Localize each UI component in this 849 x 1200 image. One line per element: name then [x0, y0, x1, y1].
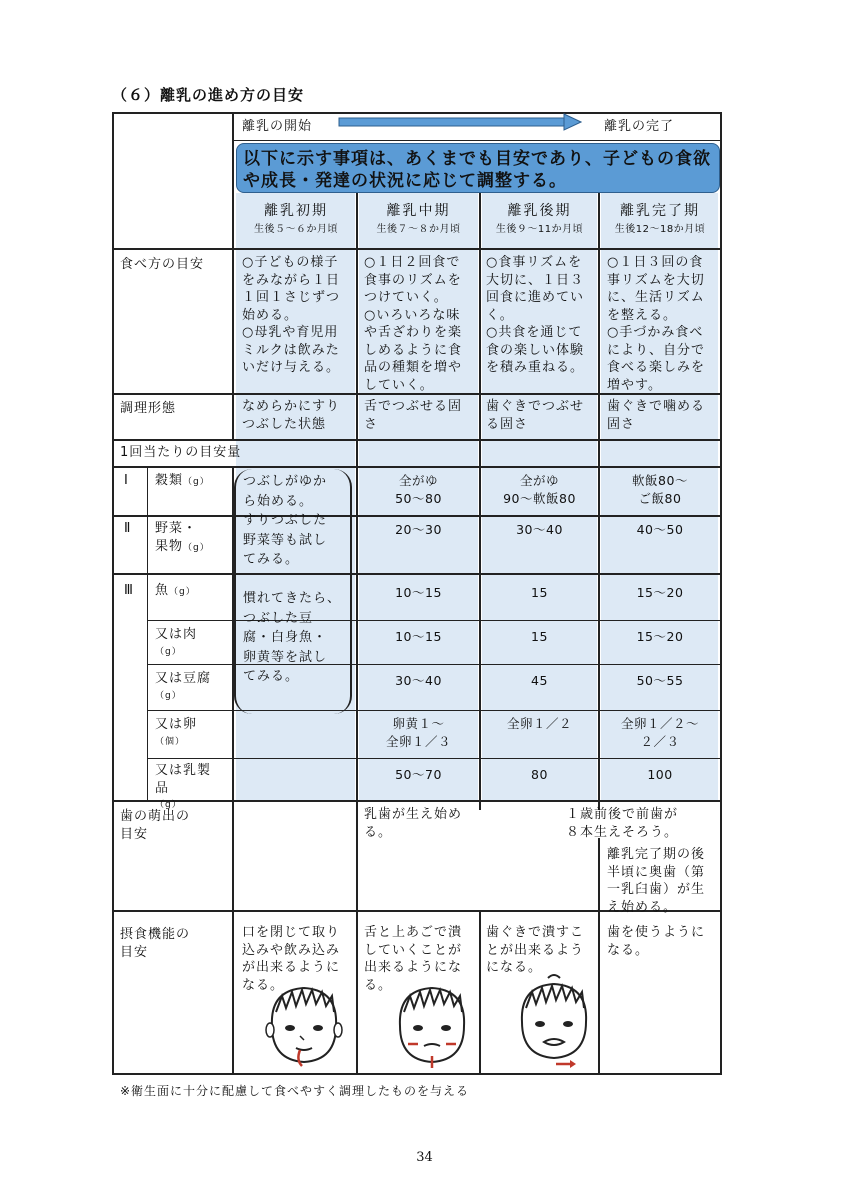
amount-cell: 50～55 [636, 673, 684, 688]
cooking-cell-complete: 歯ぐきで噛める 固さ [607, 399, 706, 432]
footnote: ※衛生面に十分に配慮して食べやすく調理したものを与える [120, 1084, 470, 1098]
amount-cell: 45 [531, 673, 548, 688]
food-name: 穀類 [155, 473, 184, 488]
teeth-cell-middle: 乳歯が生え始め る。 [364, 807, 463, 840]
chewing-cell-middle: 舌と上あごで潰 していくことが 出来るようにな る。 [364, 925, 463, 993]
stage-title: 離乳中期 [386, 203, 451, 219]
child-face-closed-mouth-icon [262, 978, 346, 1070]
amount-cell: 全がゆ 50～80 [395, 473, 442, 506]
food-unit: （g） [155, 690, 182, 701]
amount-cell: 30～40 [516, 522, 563, 537]
food-unit: （g） [183, 477, 210, 487]
stage-title: 離乳完了期 [620, 203, 700, 219]
eating-cell-late: ○食事リズムを 大切に、１日３ 回食に進めてい く。 ○共食を通じて 食の楽しい体験 を積み重ねる。 [486, 255, 585, 375]
cooking-cell-late: 歯ぐきでつぶせ る固さ [486, 399, 585, 432]
page-number: 34 [416, 1150, 433, 1165]
stage-age: 生後５～６か月頃 [254, 224, 338, 235]
chewing-label: 摂食機能の 目安 [120, 927, 191, 960]
teeth-cell-later: １歳前後で前歯が ８本生えそろう。 [566, 807, 679, 840]
eating-cell-middle: ○１日２回食で 食事のリズムを つけていく。 ○いろいろな味 や舌ざわりを楽 しめるように食 品の種類を増や していく。 [364, 255, 463, 393]
chewing-cell-complete: 歯を使うように なる。 [607, 925, 706, 958]
food-group-number: Ⅰ [124, 473, 129, 488]
amount-cell: 全がゆ 90～軟飯80 [503, 473, 576, 506]
stage-age: 生後12～18か月頃 [614, 224, 706, 235]
weaning-start-label: 離乳の開始 [242, 119, 313, 134]
food-label-grain [155, 472, 210, 492]
amount-cell: 100 [647, 767, 673, 782]
child-face-tongue-icon [390, 978, 474, 1070]
stage-header-complete [600, 200, 720, 235]
food-name: 又は卵 [155, 717, 198, 732]
amount-cell: 15 [531, 629, 548, 644]
amount-cell: 40～50 [636, 522, 684, 537]
amount-label: 1回当たりの目安量 [120, 445, 242, 460]
stage-title: 離乳後期 [507, 203, 572, 219]
page-heading: （６）離乳の進め方の目安 [112, 86, 305, 104]
amount-cell: 50～70 [395, 767, 442, 782]
food-unit: （g） [155, 646, 182, 657]
stage-age: 生後９～11か月頃 [495, 224, 584, 235]
food-label-dairy [155, 762, 211, 815]
food-label-vegetables [155, 520, 210, 557]
food-name: 又は乳製 品 [155, 763, 212, 796]
cooking-cell-early: なめらかにすり つぶした状態 [242, 399, 341, 432]
food-unit: （個） [155, 736, 186, 747]
food-label-tofu [155, 670, 211, 705]
eating-cell-complete: ○１日３回の食 事リズムを大切 に、生活リズム を整える。 ○手づかみ食べ により、自分で 食べる楽しみを 増やす。 [607, 255, 706, 393]
food-name: 又は肉 [155, 627, 198, 642]
amount-cell: 15～20 [636, 629, 684, 644]
early-note: つぶしがゆか ら始める。 すりつぶした 野菜等も試し てみる。 慣れてきたら、 つぶした豆 腐・白身魚・ 卵黄等を試し てみる。 [243, 474, 342, 684]
amount-cell: 30～40 [395, 673, 442, 688]
chewing-cell-early: 口を閉じて取り 込みや飲み込み が出来るように なる。 [242, 925, 341, 993]
eating-cell-early: ○子どもの様子 をみながら１日 １回１さじずつ 始める。 ○母乳や育児用 ミルクは飲みた いだけ与える。 [242, 255, 341, 375]
food-label-meat [155, 626, 197, 661]
amount-cell: 10～15 [395, 629, 442, 644]
food-name: 魚 [155, 583, 170, 598]
food-name: 野菜・ 果物 [155, 521, 198, 554]
amount-cell: 卵黄１～ 全卵１／３ [385, 716, 451, 749]
food-unit: （g） [183, 542, 210, 553]
guideline-banner: 以下に示す事項は、あくまでも目安であり、子どもの食欲や成長・発達の状況に応じて調整する。 [236, 143, 720, 193]
food-name: 又は豆腐 [155, 671, 212, 686]
food-unit: （g） [155, 800, 182, 810]
food-label-fish [155, 582, 196, 602]
amount-cell: 15～20 [636, 585, 684, 600]
amount-cell: 全卵１／２ [506, 716, 572, 731]
food-group-number: Ⅲ [124, 583, 134, 598]
stage-age: 生後７～８か月頃 [376, 224, 461, 235]
progress-arrow-icon [338, 113, 582, 131]
food-group-number: Ⅱ [124, 521, 132, 536]
amount-cell: 軟飯80～ ご飯80 [632, 473, 688, 506]
amount-cell: 20～30 [395, 522, 442, 537]
chewing-cell-late: 歯ぐきで潰すこ とが出来るよう になる。 [486, 925, 585, 975]
stage-title: 離乳初期 [264, 203, 328, 219]
weaning-end-label: 離乳の完了 [604, 119, 675, 134]
cooking-cell-middle: 舌でつぶせる固 さ [364, 399, 463, 432]
food-unit: （g） [169, 587, 196, 597]
teeth-cell-complete: 離乳完了期の後 半頃に奥歯（第 一乳臼歯）が生 え始める。 [607, 847, 706, 915]
food-label-egg [155, 716, 197, 751]
stage-header-early [236, 200, 356, 235]
teeth-label: 歯の萌出の 目安 [120, 809, 191, 842]
child-face-chewing-icon [512, 970, 596, 1070]
amount-cell: 全卵１／２～ ２／３ [620, 716, 699, 749]
amount-cell: 80 [531, 767, 548, 782]
stage-header-middle [358, 200, 479, 235]
eating-label: 食べ方の目安 [120, 257, 205, 272]
cooking-label: 調理形態 [120, 401, 177, 416]
stage-header-late [481, 200, 598, 235]
amount-cell: 15 [531, 585, 548, 600]
amount-cell: 10～15 [395, 585, 442, 600]
